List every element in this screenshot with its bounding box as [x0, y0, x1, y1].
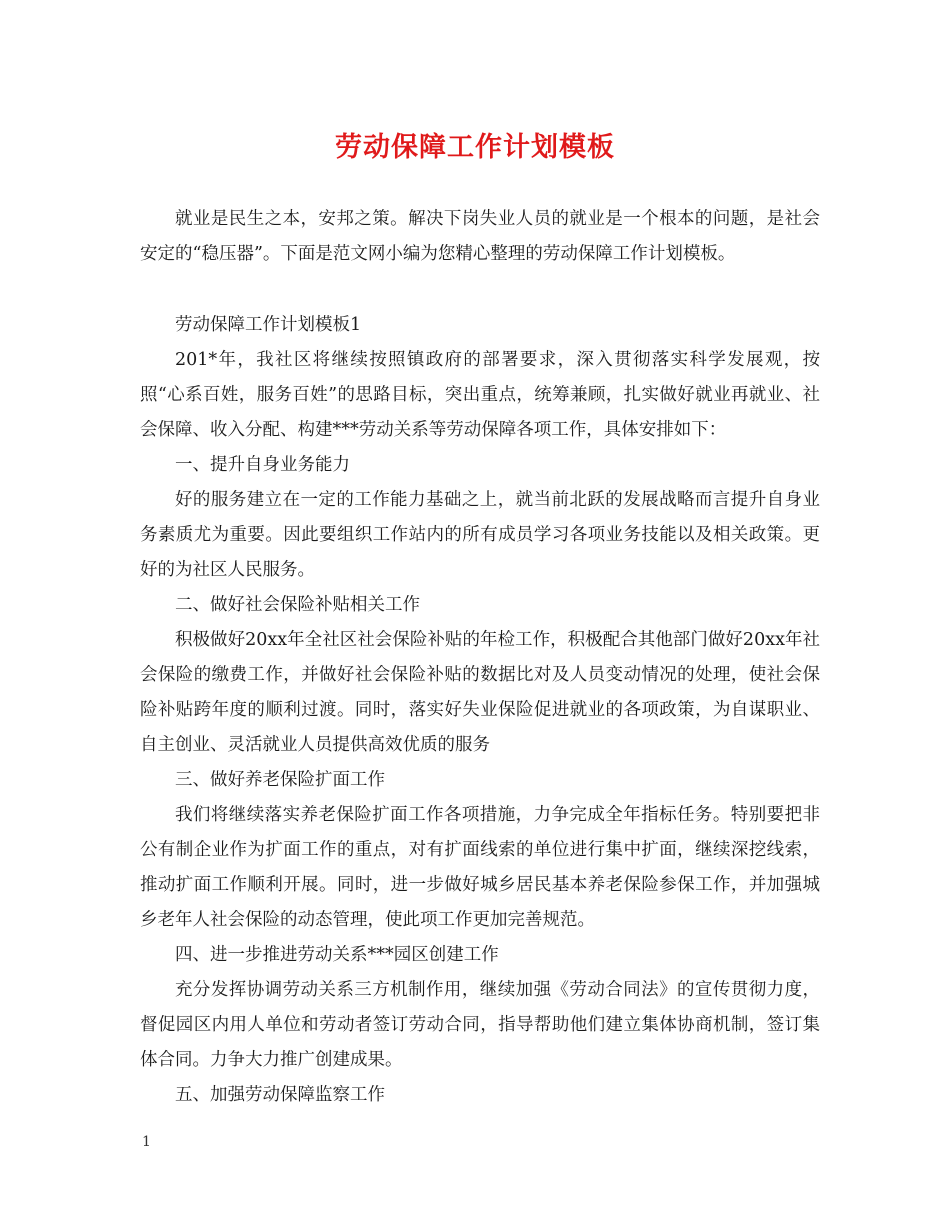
- document-title: 劳动保障工作计划模板: [335, 132, 615, 163]
- document-body: [140, 202, 820, 1113]
- spacer: [140, 272, 820, 308]
- heading-2: 二、做好社会保险补贴相关工作: [175, 595, 420, 615]
- paragraph-4: 充分发挥协调劳动关系三方机制作用，继续加强《劳动合同法》的宣传贯彻力度，督促园区内用人单位和劳动者签订劳动合同，指导帮助他们建立集体协商机制，签订集体合同。力争大力推广创建成果。: [140, 980, 820, 1070]
- paragraph-1: 好的服务建立在一定的工作能力基础之上，就当前北跃的发展战略而言提升自身业务素质尤为重要。因此要组织工作站内的所有成员学习各项业务技能以及相关政策。更好的为社区人民服务。: [140, 490, 820, 580]
- paragraph-2: 积极做好20xx年全社区社会保险补贴的年检工作，积极配合其他部门做好20xx年社会保险的缴费工作，并做好社会保险补贴的数据比对及人员变动情况的处理，使社会保险补贴跨年度的顺利过渡。同时，落实好失业保险促进就业的各项政策，为自谋职业、自主创业、灵活就业人员提供高效优质的服务: [140, 630, 820, 755]
- section-title: 劳动保障工作计划模板1: [175, 315, 362, 335]
- heading-1: 一、提升自身业务能力: [175, 455, 350, 475]
- heading-3: 三、做好养老保险扩面工作: [175, 770, 385, 790]
- intro-paragraph: 就业是民生之本，安邦之策。解决下岗失业人员的就业是一个根本的问题，是社会安定的“稳压器”。下面是范文网小编为您精心整理的劳动保障工作计划模板。: [140, 209, 820, 264]
- heading-4: 四、进一步推进劳动关系***园区创建工作: [175, 945, 499, 965]
- page-number: 1: [142, 1134, 151, 1150]
- paragraph-intro-plan: 201*年，我社区将继续按照镇政府的部署要求，深入贯彻落实科学发展观，按照“心系百姓，服务百姓”的思路目标，突出重点，统筹兼顾，扎实做好就业再就业、社会保障、收入分配、构建***劳动关系等劳动保障各项工作，具体安排如下：: [140, 350, 820, 440]
- heading-5: 五、加强劳动保障监察工作: [175, 1085, 385, 1105]
- paragraph-3: 我们将继续落实养老保险扩面工作各项措施，力争完成全年指标任务。特别要把非公有制企业作为扩面工作的重点，对有扩面线索的单位进行集中扩面，继续深挖线索，推动扩面工作顺利开展。同时，进一步做好城乡居民基本养老保险参保工作，并加强城乡老年人社会保险的动态管理，使此项工作更加完善规范。: [140, 805, 820, 930]
